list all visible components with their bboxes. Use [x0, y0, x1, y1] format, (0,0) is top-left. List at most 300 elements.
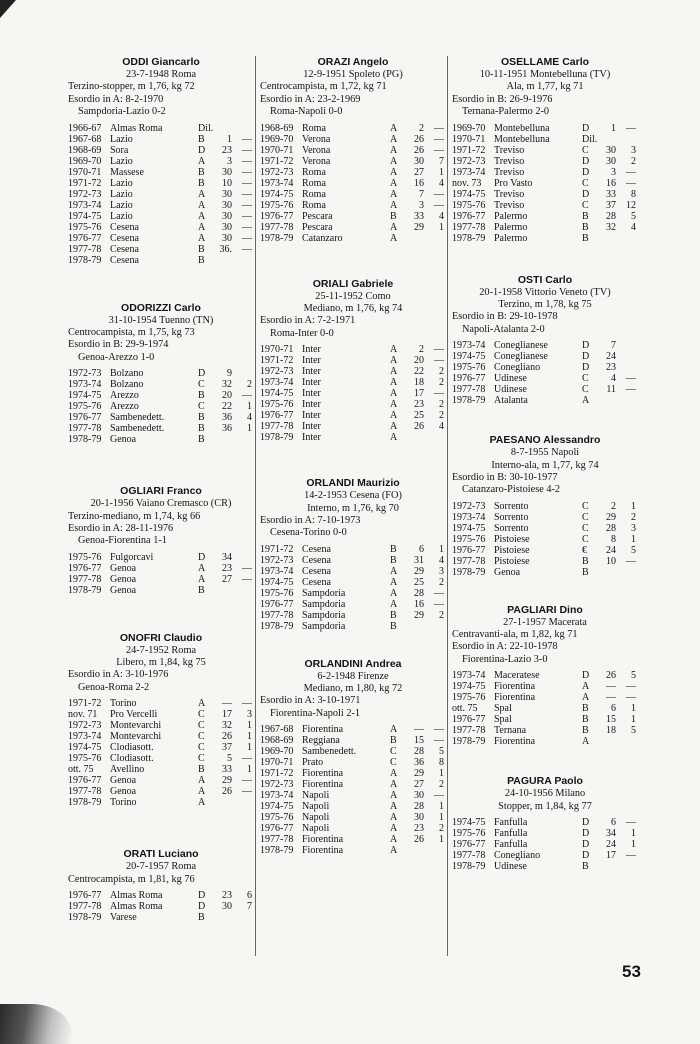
career-season: 1973-74: [68, 199, 102, 211]
career-team: Genoa: [110, 573, 137, 585]
career-goals: 5: [631, 210, 636, 222]
career-team: Coneglianese: [494, 351, 548, 363]
career-goals: —: [434, 199, 444, 211]
career-goals: [232, 123, 252, 134]
player-name: ORLANDINI Andrea: [304, 657, 402, 670]
career-division: D: [582, 188, 590, 200]
player-info-line: Stopper, m 1,84, kg 77: [498, 800, 592, 812]
career-goals: 4: [439, 554, 444, 566]
career-division: B: [390, 543, 397, 555]
career-appearances: [596, 736, 616, 747]
career-team: Genoa: [110, 562, 137, 574]
player-name: ORATI Luciano: [123, 848, 199, 861]
career-row: [68, 574, 254, 585]
career-team: Genoa: [494, 566, 521, 578]
career-division: A: [390, 177, 398, 189]
player-info-line: 6-2-1948 Firenze: [317, 670, 389, 682]
career-goals: —: [242, 133, 252, 145]
career-goals: [232, 797, 252, 808]
career-appearances: 37: [606, 199, 616, 211]
career-goals: 1: [631, 828, 636, 840]
career-team: Sampdoria: [302, 609, 346, 621]
player-info-line: Cesena-Torino 0-0: [270, 527, 347, 539]
player-info-line: 20-1-1958 Vittorio Veneto (TV): [479, 286, 611, 298]
career-appearances: 18: [414, 377, 424, 389]
career-row: [260, 621, 446, 632]
career-goals: —: [242, 775, 252, 787]
career-goals: —: [242, 166, 252, 178]
player-info-line: 14-2-1953 Cesena (FO): [304, 490, 402, 502]
career-appearances: 17: [606, 850, 616, 862]
career-division: C: [198, 720, 205, 732]
player-info-line: Esordio in A: 23-2-1969: [260, 93, 361, 105]
career-goals: [616, 567, 636, 578]
career-season: 1974-75: [68, 210, 102, 222]
career-appearances: 32: [222, 379, 232, 391]
career-team: Sampdoria: [302, 620, 346, 632]
career-team: Pistoiese: [494, 533, 530, 545]
career-row: [260, 757, 446, 768]
career-appearances: 26: [414, 144, 424, 156]
career-row: [452, 556, 638, 567]
career-appearances: 26: [222, 731, 232, 743]
career-season: 1978-79: [68, 434, 102, 446]
career-row: [68, 156, 254, 167]
career-division: B: [198, 412, 205, 424]
career-appearances: 33: [606, 188, 616, 200]
career-goals: —: [626, 373, 636, 385]
career-team: Almas Roma: [110, 122, 163, 134]
career-season: 1975-76: [68, 221, 102, 233]
career-goals: 1: [439, 221, 444, 233]
career-division: A: [390, 366, 398, 378]
player-info-line: Esordio in B: 29-9-1974: [68, 339, 169, 351]
career-appearances: 17: [222, 709, 232, 721]
career-team: Fiorentina: [302, 768, 344, 780]
career-row: [68, 233, 254, 244]
player-info-line: Centrocampista, m 1,81, kg 76: [68, 873, 195, 885]
player-info-line: Terzino-stopper, m 1,76, kg 72: [68, 81, 195, 93]
career-goals: 6: [247, 890, 252, 902]
career-appearances: 2: [419, 344, 424, 356]
career-team: Lazio: [110, 177, 133, 189]
career-team: Verona: [302, 133, 331, 145]
career-season: 1974-75: [452, 522, 486, 534]
career-goals: 1: [247, 720, 252, 732]
career-team: Cesena: [302, 554, 331, 566]
career-team: Inter: [302, 344, 321, 356]
career-season: 1974-75: [452, 817, 486, 829]
career-goals: [424, 621, 444, 632]
career-appearances: [212, 912, 232, 923]
career-appearances: 7: [419, 188, 424, 200]
career-season: 1967-68: [260, 724, 294, 736]
career-division: A: [198, 562, 206, 574]
career-team: Sorrento: [494, 500, 529, 512]
career-division: B: [198, 390, 205, 402]
career-season: 1971-72: [260, 355, 294, 367]
career-season: 1969-70: [452, 122, 486, 134]
career-team: Pescara: [302, 221, 333, 233]
player-info-line: 24-10-1956 Milano: [504, 788, 586, 800]
career-season: 1970-71: [68, 166, 102, 178]
career-team: Arezzo: [110, 390, 139, 402]
career-division: C: [582, 522, 589, 534]
career-team: Bolzano: [110, 368, 144, 380]
career-row: [68, 709, 254, 720]
career-appearances: —: [414, 724, 424, 736]
career-row: [260, 432, 446, 443]
career-appearances: 27: [414, 779, 424, 791]
career-division: A: [390, 377, 398, 389]
career-row: [260, 588, 446, 599]
career-appearances: 30: [606, 155, 616, 167]
career-appearances: [212, 255, 232, 266]
career-appearances: 30: [222, 188, 232, 200]
career-appearances: [596, 134, 616, 145]
career-division: A: [582, 395, 590, 407]
career-row: [452, 692, 638, 703]
player-info-line: 31-10-1954 Tuenno (TN): [108, 314, 214, 326]
career-team: Sora: [110, 144, 129, 156]
career-season: 1976-77: [452, 714, 486, 726]
career-row: [260, 355, 446, 366]
career-row: [68, 731, 254, 742]
player-info-line: 27-1-1957 Macerata: [503, 616, 587, 628]
career-team: Genoa: [110, 434, 137, 446]
career-goals: —: [242, 232, 252, 244]
career-season: 1973-74: [68, 379, 102, 391]
career-appearances: 29: [222, 775, 232, 787]
career-row: [452, 545, 638, 556]
career-team: Fiorentina: [302, 845, 344, 857]
career-season: 1974-75: [452, 351, 486, 363]
player-entry: [68, 485, 254, 596]
career-row: [68, 775, 254, 786]
career-row: [452, 523, 638, 534]
career-row: [452, 714, 638, 725]
career-goals: 2: [439, 377, 444, 389]
career-table: [260, 344, 446, 443]
career-team: Reggiana: [302, 735, 340, 747]
career-team: Prato: [302, 757, 324, 769]
career-team: Fiorentina: [302, 724, 344, 736]
career-division: D: [582, 122, 590, 134]
career-division: C: [198, 742, 205, 754]
career-season: 1976-77: [260, 598, 294, 610]
career-team: Conegliano: [494, 362, 541, 374]
career-season: 1966-67: [68, 122, 102, 134]
career-season: 1977-78: [452, 221, 486, 233]
career-season: 1968-69: [260, 735, 294, 747]
career-season: 1972-73: [452, 155, 486, 167]
career-goals: —: [434, 598, 444, 610]
player-info-line: Interno, m 1,76, kg 70: [307, 502, 399, 514]
career-season: 1976-77: [68, 232, 102, 244]
career-appearances: [404, 845, 424, 856]
career-division: D: [198, 901, 206, 913]
career-division: B: [198, 254, 205, 266]
career-team: Maceratese: [494, 670, 540, 682]
career-goals: 1: [631, 500, 636, 512]
career-division: D: [582, 817, 590, 829]
player-info-line: Roma-Inter 0-0: [270, 327, 334, 339]
player-info-line: Esordio in B: 26-9-1976: [452, 93, 553, 105]
career-appearances: 22: [414, 366, 424, 378]
career-goals: 2: [631, 511, 636, 523]
career-goals: [232, 434, 252, 445]
career-row: [452, 817, 638, 828]
career-appearances: 15: [606, 714, 616, 726]
player-info-line: 24-7-1952 Roma: [125, 644, 197, 656]
player-entry: [452, 604, 638, 748]
career-goals: —: [434, 144, 444, 156]
career-appearances: 30: [414, 812, 424, 824]
career-season: 1975-76: [260, 199, 294, 211]
career-row: [452, 189, 638, 200]
career-season: 1978-79: [260, 432, 294, 444]
career-table: [260, 724, 446, 856]
career-team: Lazio: [110, 199, 133, 211]
career-goals: 2: [439, 609, 444, 621]
career-team: Roma: [302, 188, 326, 200]
player-entry: [452, 775, 638, 872]
career-table: [452, 123, 638, 244]
career-row: [260, 344, 446, 355]
player-info-line: Esordio in A: 28-11-1976: [68, 522, 174, 534]
career-division: A: [390, 421, 398, 433]
career-appearances: 16: [414, 177, 424, 189]
career-row: [68, 167, 254, 178]
career-appearances: 25: [414, 410, 424, 422]
career-division: D: [582, 362, 590, 374]
career-team: Ternana: [494, 725, 527, 737]
career-appearances: 9: [227, 368, 232, 380]
career-division: A: [390, 410, 398, 422]
career-division: A: [390, 399, 398, 411]
career-goals: 1: [247, 742, 252, 754]
career-season: 1974-75: [452, 188, 486, 200]
career-goals: —: [242, 155, 252, 167]
career-row: [260, 388, 446, 399]
career-appearances: 28: [414, 746, 424, 758]
career-team: Sambenedett.: [302, 746, 357, 758]
career-goals: —: [242, 698, 252, 710]
career-appearances: 33: [222, 764, 232, 776]
career-appearances: 6: [419, 543, 424, 555]
career-team: Coneglianese: [494, 340, 548, 352]
player-name: ODDI Giancarlo: [122, 56, 200, 68]
career-division: A: [390, 812, 398, 824]
career-row: [260, 768, 446, 779]
career-season: 1971-72: [452, 144, 486, 156]
career-season: 1976-77: [452, 544, 486, 556]
career-team: Pistoiese: [494, 555, 530, 567]
career-division: D: [198, 890, 206, 902]
career-appearances: 1: [611, 122, 616, 134]
career-team: Fanfulla: [494, 839, 528, 851]
career-appearances: —: [222, 698, 232, 710]
career-table: [452, 670, 638, 747]
career-row: [260, 790, 446, 801]
career-row: [452, 145, 638, 156]
career-division: A: [390, 122, 398, 134]
career-division: B: [582, 714, 589, 726]
career-season: 1975-76: [68, 551, 102, 563]
career-team: Sampdoria: [302, 587, 346, 599]
career-row: [68, 742, 254, 753]
career-division: D: [582, 166, 590, 178]
player-info-line: 8-7-1955 Napoli: [510, 447, 580, 459]
career-season: 1974-75: [260, 801, 294, 813]
career-appearances: 10: [222, 177, 232, 189]
career-goals: 1: [439, 543, 444, 555]
career-team: Cesena: [110, 232, 139, 244]
career-appearances: 27: [222, 573, 232, 585]
career-season: 1971-72: [260, 543, 294, 555]
career-appearances: 30: [222, 166, 232, 178]
career-season: 1974-75: [260, 388, 294, 400]
career-season: 1970-71: [260, 344, 294, 356]
career-row: [68, 390, 254, 401]
career-season: 1976-77: [452, 373, 486, 385]
career-row: [260, 577, 446, 588]
career-row: [452, 167, 638, 178]
career-season: 1972-73: [68, 720, 102, 732]
career-season: 1975-76: [452, 362, 486, 374]
career-goals: —: [626, 555, 636, 567]
career-table: [68, 123, 254, 266]
career-appearances: 3: [611, 166, 616, 178]
career-team: Lazio: [110, 133, 133, 145]
career-season: 1977-78: [68, 901, 102, 913]
career-row: [260, 834, 446, 845]
career-team: Genoa: [110, 775, 137, 787]
career-row: [68, 764, 254, 775]
career-row: [452, 850, 638, 861]
career-division: D: [198, 144, 206, 156]
career-division: A: [582, 681, 590, 693]
career-appearances: 15: [414, 735, 424, 747]
career-appearances: 26: [222, 786, 232, 798]
career-division: B: [198, 243, 205, 255]
career-goals: [232, 585, 252, 596]
career-team: Montevarchi: [110, 731, 162, 743]
player-name: PAESANO Alessandro: [489, 434, 601, 447]
career-appearances: 10: [606, 555, 616, 567]
player-name: OSELLAME Carlo: [500, 56, 590, 68]
player-name: PAGLIARI Dino: [507, 603, 583, 616]
career-row: [68, 200, 254, 211]
player-info-line: Centrocampista, m 1,72, kg 71: [260, 81, 387, 93]
career-table: [68, 698, 254, 808]
career-row: [68, 890, 254, 901]
career-row: [260, 222, 446, 233]
career-row: [452, 351, 638, 362]
career-season: 1973-74: [68, 731, 102, 743]
career-team: Palermo: [494, 232, 528, 244]
career-row: [452, 534, 638, 545]
career-goals: 4: [439, 177, 444, 189]
career-goals: —: [242, 562, 252, 574]
career-division: A: [390, 199, 398, 211]
career-season: 1972-73: [452, 500, 486, 512]
career-row: [260, 735, 446, 746]
career-row: [452, 178, 638, 189]
career-division: A: [390, 155, 398, 167]
career-row: [260, 399, 446, 410]
player-info-line: Esordio in A: 7-10-1973: [260, 514, 361, 526]
career-division: A: [198, 199, 206, 211]
career-row: [68, 222, 254, 233]
career-season: 1975-76: [260, 812, 294, 824]
career-season: 1973-74: [452, 166, 486, 178]
career-appearances: 23: [222, 144, 232, 156]
player-info-line: 10-11-1951 Montebelluna (TV): [479, 69, 611, 80]
career-division: C: [582, 384, 589, 396]
career-table: [452, 340, 638, 406]
career-appearances: 30: [606, 144, 616, 156]
career-appearances: —: [606, 681, 616, 693]
career-appearances: 33: [414, 210, 424, 222]
player-info-line: 12-9-1951 Spoleto (PG): [303, 69, 403, 80]
career-team: Massese: [110, 166, 144, 178]
career-season: 1972-73: [260, 779, 294, 791]
career-goals: —: [242, 144, 252, 156]
career-season: 1968-69: [260, 122, 294, 134]
career-row: [452, 233, 638, 244]
career-season: 1972-73: [260, 366, 294, 378]
career-team: Inter: [302, 366, 321, 378]
player-info-line: Catanzaro-Pistoiese 4-2: [462, 484, 561, 496]
career-appearances: [596, 395, 616, 406]
player-name: ONOFRI Claudio: [119, 631, 203, 644]
career-appearances: 36: [414, 757, 424, 769]
career-goals: 4: [247, 412, 252, 424]
career-season: 1976-77: [260, 210, 294, 222]
career-division: C: [390, 757, 397, 769]
career-season: 1970-71: [452, 133, 486, 145]
career-appearances: 25: [414, 576, 424, 588]
career-goals: —: [626, 850, 636, 862]
career-appearances: 32: [606, 221, 616, 233]
career-goals: [232, 552, 252, 563]
career-season: 1978-79: [260, 232, 294, 244]
career-row: [260, 134, 446, 145]
career-division: A: [390, 823, 398, 835]
career-team: Torino: [110, 698, 137, 710]
career-row: [68, 412, 254, 423]
career-division: D: [582, 340, 590, 352]
career-division: B: [390, 554, 397, 566]
career-season: 1974-75: [68, 742, 102, 754]
career-team: Palermo: [494, 210, 528, 222]
career-division: A: [198, 698, 206, 710]
career-division: B: [198, 434, 205, 446]
career-appearances: 11: [606, 384, 616, 396]
career-row: [452, 681, 638, 692]
career-goals: 7: [439, 155, 444, 167]
career-division: B: [198, 584, 205, 596]
career-goals: 2: [439, 366, 444, 378]
career-season: 1978-79: [452, 395, 486, 407]
career-goals: —: [626, 817, 636, 829]
column-3: [452, 56, 638, 880]
career-row: [68, 753, 254, 764]
career-division: A: [390, 779, 398, 791]
player-entry: [452, 56, 638, 244]
player-entry: [260, 658, 446, 857]
